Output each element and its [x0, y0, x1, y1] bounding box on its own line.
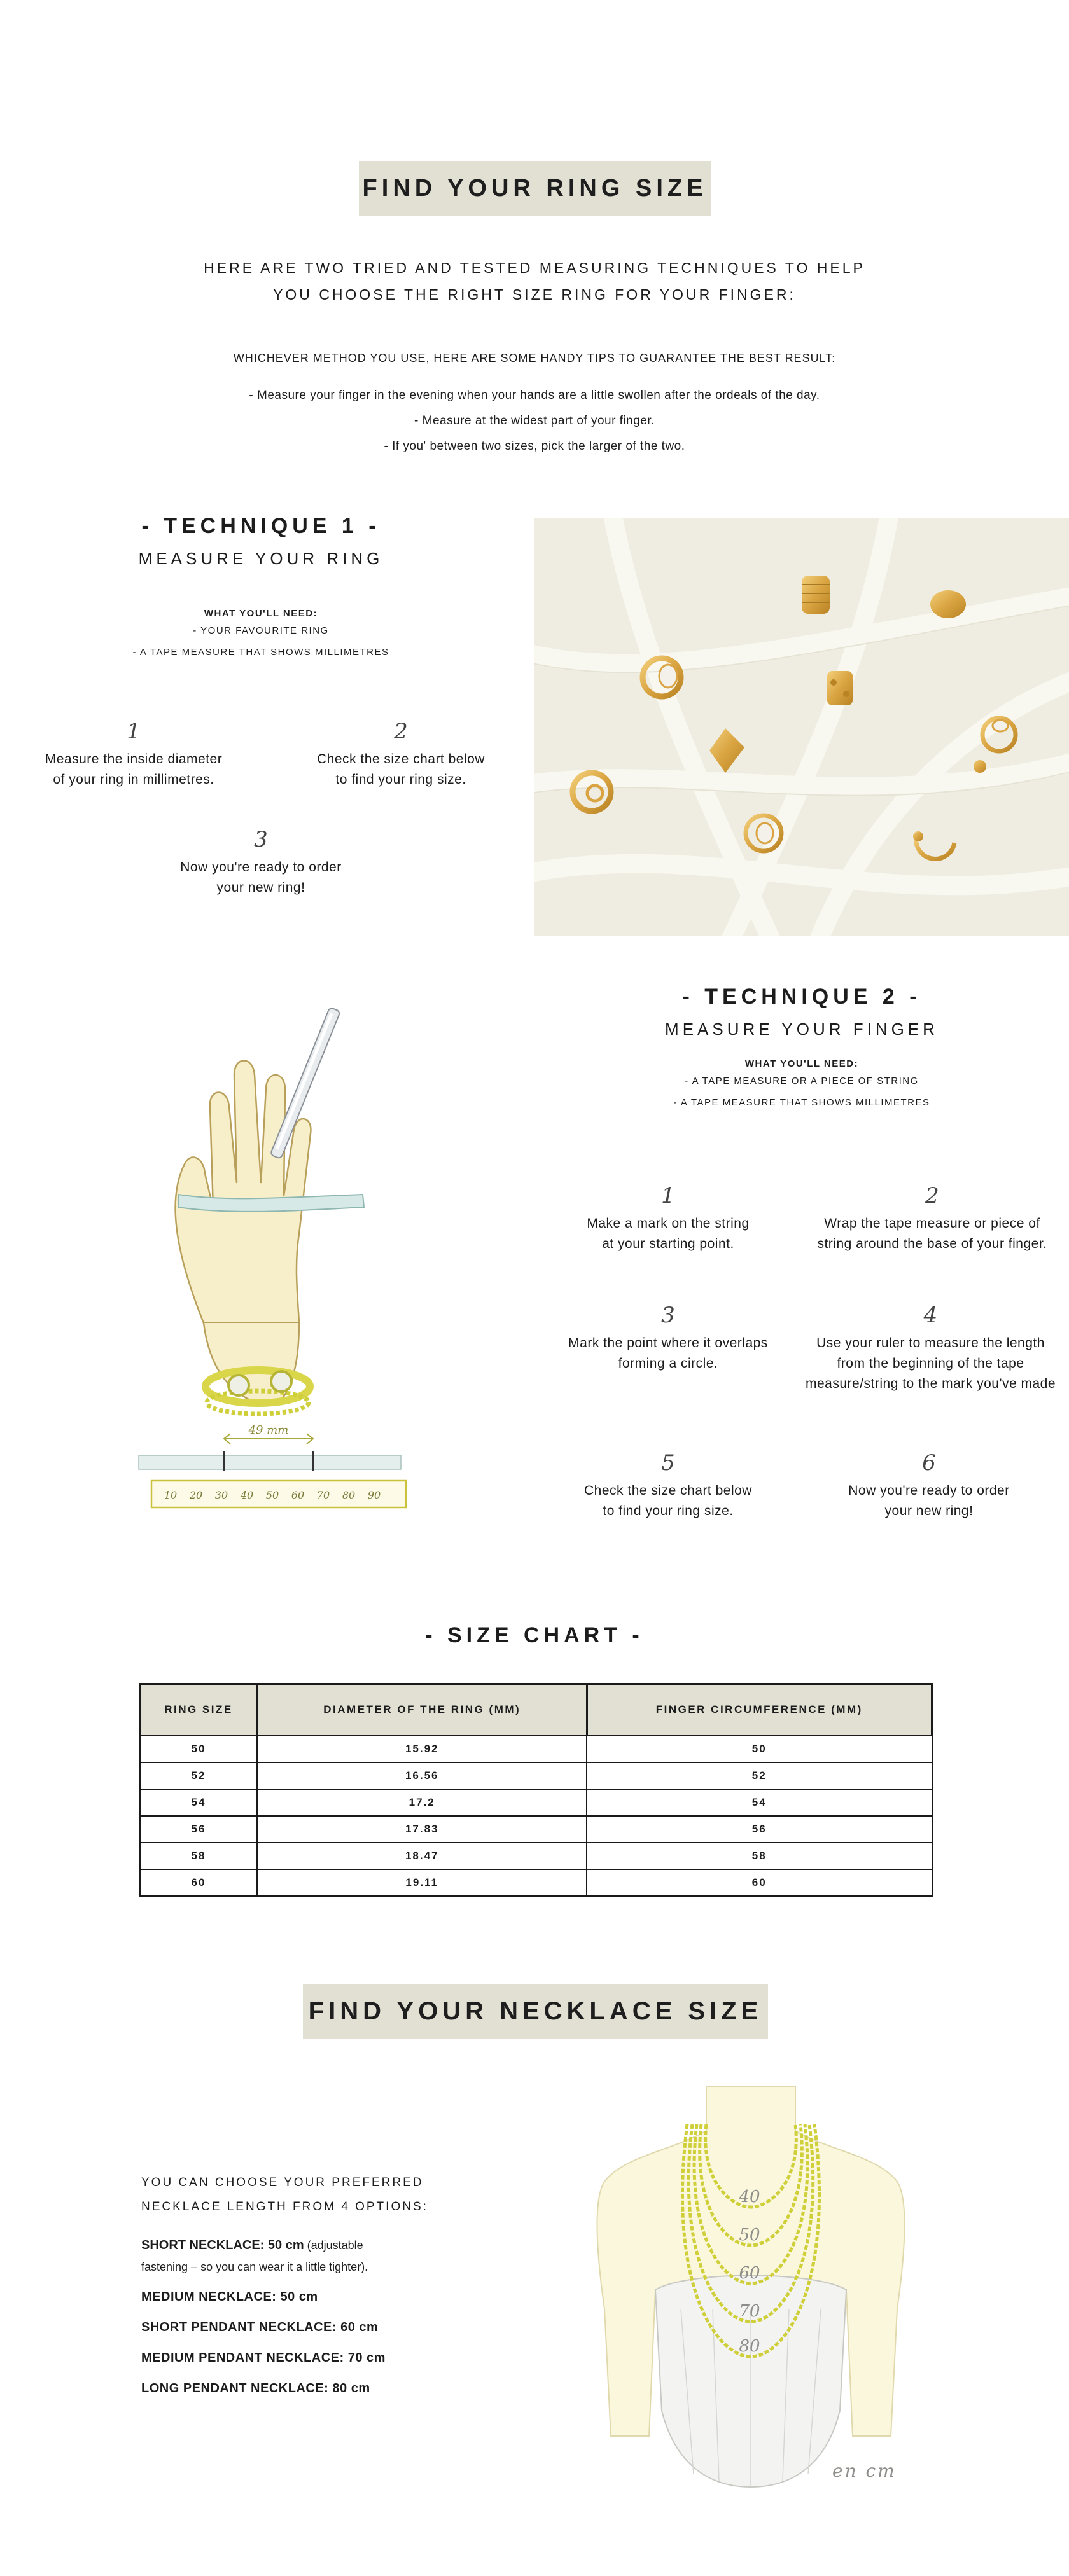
rings-on-ribbons-image — [534, 518, 1069, 936]
technique1-need-item: - YOUR FAVOURITE RING — [193, 625, 329, 636]
table-row — [140, 1816, 932, 1843]
step-text: your new ring! — [884, 1504, 974, 1518]
necklace-info — [141, 2171, 447, 2404]
step-number: 3 — [254, 827, 268, 852]
chain-label-40: 40 — [739, 2187, 760, 2206]
step-number: 6 — [922, 1450, 936, 1476]
technique2-step-6 — [814, 1450, 1044, 1521]
step-text: Check the size chart below — [317, 752, 485, 766]
size-chart-title: - SIZE CHART - — [425, 1623, 644, 1647]
necklace-size-banner — [303, 1984, 768, 2039]
step-text: Use your ruler to measure the length — [816, 1336, 1045, 1350]
cell-diameter: 15.92 — [257, 1736, 587, 1763]
step-number: 4 — [923, 1303, 938, 1328]
header-circumference: FINGER CIRCUMFERENCE (MM) — [587, 1684, 932, 1736]
technique2-block — [560, 985, 1044, 1114]
table-row — [140, 1762, 932, 1789]
technique1-title: - TECHNIQUE 1 - — [141, 514, 381, 538]
technique2-subtitle: MEASURE YOUR FINGER — [665, 1020, 939, 1039]
step-text: forming a circle. — [618, 1356, 718, 1371]
step-text: Measure the inside diameter — [45, 752, 223, 766]
cell-ring-size: 60 — [140, 1869, 258, 1896]
header-ring-size: RING SIZE — [140, 1684, 258, 1736]
cell-diameter: 18.47 — [257, 1843, 587, 1869]
ruler-tick-label: 40 — [240, 1489, 254, 1501]
ruler-tick-label: 10 — [164, 1489, 178, 1501]
technique2-step-4 — [792, 1303, 1069, 1394]
cell-diameter: 17.2 — [257, 1789, 587, 1816]
chain-label-80: 80 — [739, 2337, 760, 2356]
technique1-need-item: - A TAPE MEASURE THAT SHOWS MILLIMETRES — [132, 647, 389, 658]
necklace-item — [141, 2312, 447, 2343]
hand-with-tape-image — [127, 992, 433, 1520]
bust-with-necklaces-image — [585, 2080, 916, 2500]
technique2-title: - TECHNIQUE 2 - — [682, 985, 921, 1009]
cell-ring-size: 50 — [140, 1736, 258, 1763]
ruler-tick-label: 90 — [367, 1489, 381, 1501]
cell-diameter: 17.83 — [257, 1816, 587, 1843]
technique1-step-1 — [25, 719, 242, 790]
cell-circumference: 60 — [587, 1869, 932, 1896]
technique2-need-item: - A TAPE MEASURE THAT SHOWS MILLIMETRES — [673, 1097, 930, 1108]
step-text: Make a mark on the string — [587, 1216, 750, 1231]
necklace-item-short — [141, 2234, 447, 2278]
ruler-tick-label: 50 — [265, 1489, 279, 1501]
cell-ring-size: 56 — [140, 1816, 258, 1843]
technique1-subtitle: MEASURE YOUR RING — [138, 549, 384, 568]
step-number: 2 — [394, 719, 408, 744]
ring-intro — [153, 254, 916, 308]
necklace-item-name: MEDIUM PENDANT NECKLACE: 70 cm — [141, 2351, 386, 2365]
necklace-item-name: SHORT PENDANT NECKLACE: 60 cm — [141, 2320, 379, 2334]
ruler-tick-label: 20 — [189, 1489, 203, 1501]
technique2-step-3 — [554, 1303, 783, 1374]
ring-size-banner — [359, 161, 711, 216]
tips-list — [127, 383, 942, 459]
step-number: 1 — [127, 719, 141, 744]
chain-label-70: 70 — [739, 2302, 760, 2321]
step-text: Now you're ready to order — [180, 860, 342, 875]
table-header-row — [140, 1684, 932, 1736]
hand-illustration — [127, 992, 433, 1520]
ruler-tick-label: 70 — [316, 1489, 330, 1501]
necklace-item-name: MEDIUM NECKLACE: 50 cm — [141, 2290, 318, 2304]
tip-item: - Measure at the widest part of your finger. — [414, 414, 655, 427]
cell-diameter: 16.56 — [257, 1762, 587, 1789]
cell-circumference: 50 — [587, 1736, 932, 1763]
step-text: Wrap the tape measure or piece of — [824, 1216, 1040, 1231]
technique2-need-heading: WHAT YOU'LL NEED: — [744, 1058, 859, 1069]
ring-intro-line1: HERE ARE TWO TRIED AND TESTED MEASURING TECHNIQUES TO HELP — [204, 260, 865, 276]
table-row — [140, 1736, 932, 1763]
step-text: your new ring! — [216, 880, 305, 895]
necklace-item — [141, 2373, 447, 2404]
step-text: Now you're ready to order — [848, 1483, 1010, 1498]
step-number: 5 — [661, 1450, 675, 1476]
necklace-size-title: FIND YOUR NECKLACE SIZE — [308, 1997, 763, 2025]
necklace-item — [141, 2282, 447, 2312]
table-row — [140, 1869, 932, 1896]
tip-item: - Measure your finger in the evening when your hands are a little swollen after the ordeals of the day. — [249, 389, 820, 402]
step-text: from the beginning of the tape — [837, 1356, 1024, 1371]
technique2-step-5 — [554, 1450, 783, 1521]
cell-ring-size: 52 — [140, 1762, 258, 1789]
necklace-item-name: SHORT NECKLACE: 50 cm — [141, 2238, 304, 2252]
necklace-intro-line2: NECKLACE LENGTH FROM 4 OPTIONS: — [141, 2200, 428, 2213]
necklace-item-note-cont: fastening – so you can wear it a little tighter). — [141, 2261, 368, 2273]
necklace-illustration — [585, 2080, 916, 2500]
step-text: measure/string to the mark you've made — [805, 1376, 1056, 1391]
chain-label-50: 50 — [739, 2226, 760, 2245]
step-text: at your starting point. — [602, 1236, 734, 1251]
step-number: 2 — [925, 1183, 939, 1208]
size-chart-table — [139, 1683, 933, 1897]
unit-caption: en cm — [832, 2460, 897, 2481]
cell-ring-size: 54 — [140, 1789, 258, 1816]
step-text: to find your ring size. — [335, 772, 466, 787]
ring-intro-line2: YOU CHOOSE THE RIGHT SIZE RING FOR YOUR FINGER: — [273, 286, 796, 303]
step-text: string around the base of your finger. — [817, 1236, 1047, 1251]
rings-photo — [534, 518, 1069, 936]
cell-circumference: 58 — [587, 1843, 932, 1869]
ruler-tick-label: 80 — [342, 1489, 356, 1501]
chain-label-60: 60 — [739, 2264, 760, 2283]
technique2-step-2 — [799, 1183, 1066, 1254]
table-row — [140, 1789, 932, 1816]
cell-circumference: 52 — [587, 1762, 932, 1789]
technique2-need-item: - A TAPE MEASURE OR A PIECE OF STRING — [685, 1076, 919, 1086]
ruler-tick-label: 60 — [291, 1489, 305, 1501]
step-number: 3 — [661, 1303, 675, 1328]
table-row — [140, 1843, 932, 1869]
cell-diameter: 19.11 — [257, 1869, 587, 1896]
cell-ring-size: 58 — [140, 1843, 258, 1869]
necklace-item-name: LONG PENDANT NECKLACE: 80 cm — [141, 2381, 370, 2395]
header-diameter: DIAMETER OF THE RING (MM) — [257, 1684, 587, 1736]
step-text: to find your ring size. — [603, 1504, 734, 1518]
step-text: Check the size chart below — [584, 1483, 752, 1498]
cell-circumference: 56 — [587, 1816, 932, 1843]
necklace-intro-line1: YOU CAN CHOOSE YOUR PREFERRED — [141, 2176, 424, 2189]
technique1-step-3 — [153, 827, 369, 898]
necklace-item-note: (adjustable — [304, 2239, 363, 2252]
ring-size-title: FIND YOUR RING SIZE — [362, 174, 708, 202]
measure-label: 49 mm — [248, 1423, 289, 1437]
size-chart-table-wrap — [139, 1683, 933, 1897]
technique1-step-2 — [293, 719, 509, 790]
necklace-item — [141, 2343, 447, 2373]
technique1-block — [25, 514, 496, 663]
ruler-tick-label: 30 — [214, 1489, 228, 1501]
step-number: 1 — [661, 1183, 675, 1208]
tip-item: - If you' between two sizes, pick the larger of the two. — [384, 440, 685, 453]
step-text: of your ring in millimetres. — [53, 772, 214, 787]
cell-circumference: 54 — [587, 1789, 932, 1816]
technique2-step-1 — [554, 1183, 783, 1254]
step-text: Mark the point where it overlaps — [568, 1336, 768, 1350]
tips-heading: WHICHEVER METHOD YOU USE, HERE ARE SOME HANDY TIPS TO GUARANTEE THE BEST RESULT: — [233, 352, 836, 364]
technique1-need-heading: WHAT YOU'LL NEED: — [204, 608, 318, 619]
